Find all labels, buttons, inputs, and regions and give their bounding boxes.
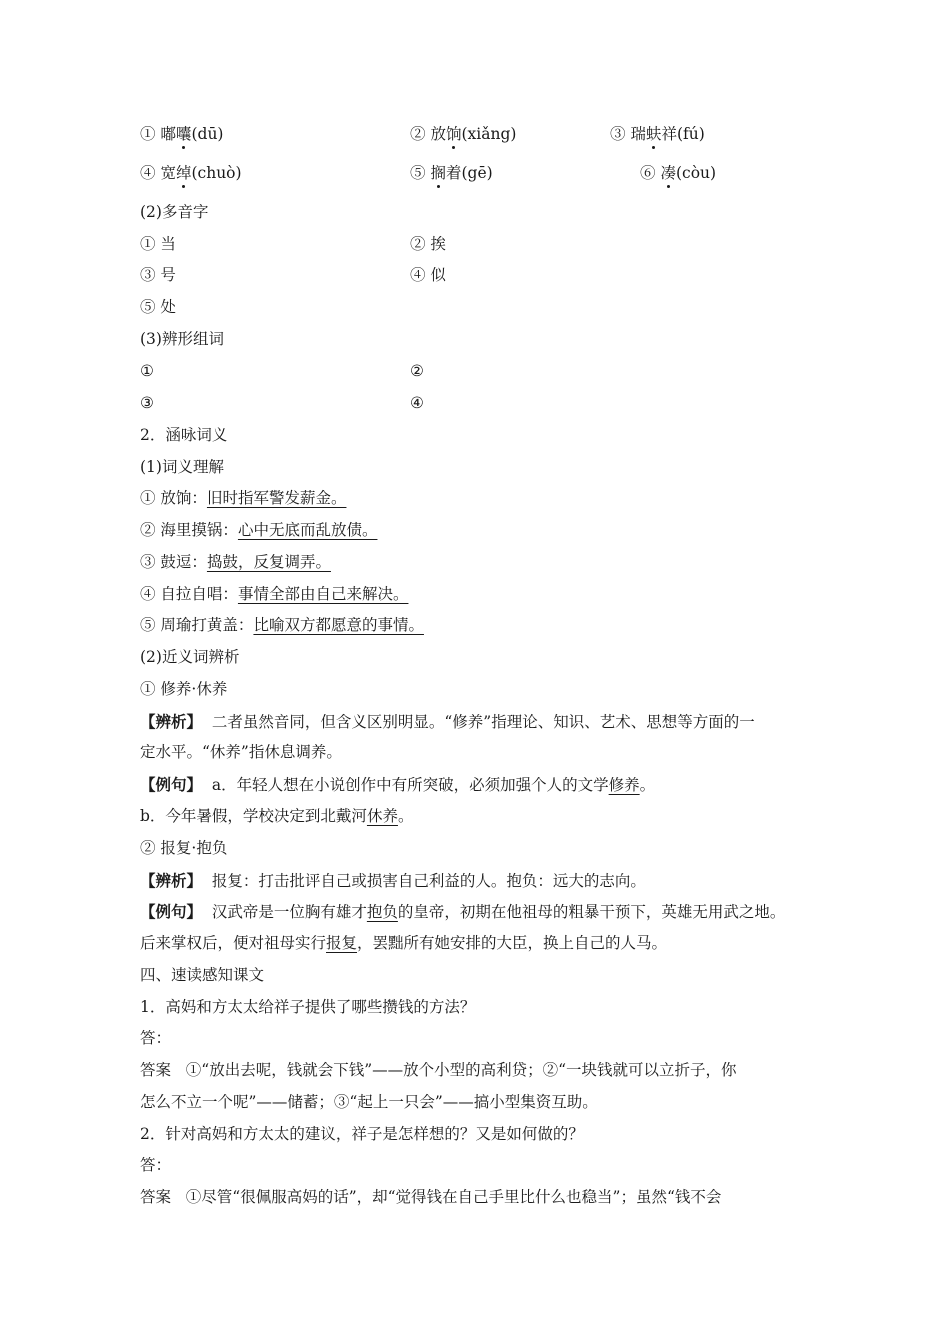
pair1-example-a: 【例句】 a．年轻人想在小说创作中有所突破，必须加强个人的文学修养。 <box>140 775 656 794</box>
def-item-4: ④ 自拉自唱：事情全部由自己来解决。 <box>140 585 409 603</box>
answer-1-line-1: 答案 ①“放出去呢，钱就会下钱”——放个小型的高利贷；②“一块钱就可以立折子，你 <box>140 1061 737 1079</box>
question-1: 1．高妈和方太太给祥子提供了哪些攒钱的方法？ <box>140 998 476 1016</box>
section2-sub2: (2)近义词辨析 <box>140 648 240 666</box>
duoyin-item: ② 挨 <box>410 235 446 253</box>
duoyin-item: ① 当 <box>140 235 176 253</box>
pair2-title: ② 报复·抱负 <box>140 839 228 857</box>
answer-label-1: 答： <box>140 1029 172 1047</box>
pinyin-item-6: ⑥ 凑(còu) <box>640 164 717 182</box>
duoyin-heading: (2)多音字 <box>140 203 209 221</box>
pair2-example-cont: 后来掌权后，便对祖母实行报复，罢黜所有她安排的大臣，换上自己的人马。 <box>140 934 668 952</box>
def-item-1: ① 放饷：旧时指军警发薪金。 <box>140 489 347 507</box>
def-item-3: ③ 鼓逗：捣鼓，反复调弄。 <box>140 553 331 571</box>
answer-label-2: 答： <box>140 1156 172 1174</box>
question-2: 2．针对高妈和方太太的建议，祥子是怎样想的？又是如何做的？ <box>140 1125 584 1143</box>
pinyin-item-5: ⑤ 搁着(gē) <box>410 164 493 182</box>
pinyin-item-3: ③ 瑞蚨祥(fú) <box>610 125 705 143</box>
pair2-bianxi: 【辨析】 报复：打击批评自己或损害自己利益的人。抱负：远大的志向。 <box>140 871 646 890</box>
def-item-5: ⑤ 周瑜打黄盖：比喻双方都愿意的事情。 <box>140 616 424 634</box>
pair1-bianxi-cont: 定水平。“休养”指休息调养。 <box>140 743 342 761</box>
pinyin-item-2: ② 放饷(xiǎng) <box>410 125 517 143</box>
section2-sub1: (1)词义理解 <box>140 458 224 476</box>
section2-heading: 2．涵咏词义 <box>140 426 228 444</box>
duoyin-item: ③ 号 <box>140 266 176 284</box>
section4-heading: 四、速读感知课文 <box>140 966 265 984</box>
pair1-title: ① 修养·休养 <box>140 680 228 698</box>
answer-2-line-1: 答案 ①尽管“很佩服高妈的话”，却“觉得钱在自己手里比什么也稳当”；虽然“钱不会 <box>140 1188 722 1206</box>
bianxing-item: ① <box>140 362 154 380</box>
def-item-2: ② 海里摸锅：心中无底而乱放债。 <box>140 521 378 539</box>
duoyin-item: ④ 似 <box>410 266 446 284</box>
duoyin-item: ⑤ 处 <box>140 298 176 316</box>
pinyin-item-1: ① 嘟囔(dū) <box>140 125 224 143</box>
pinyin-item-4: ④ 宽绰(chuò) <box>140 164 242 182</box>
bianxing-item: ④ <box>410 394 424 412</box>
bianxing-heading: (3)辨形组词 <box>140 330 224 348</box>
bianxing-item: ③ <box>140 394 154 412</box>
answer-1-line-2: 怎么不立一个呢”——储蓄；③“起上一只会”——搞小型集资互助。 <box>140 1093 598 1111</box>
bianxing-item: ② <box>410 362 424 380</box>
pair1-bianxi: 【辨析】 二者虽然音同，但含义区别明显。“修养”指理论、知识、艺术、思想等方面的一 <box>140 712 755 731</box>
pair1-example-b: b．今年暑假，学校决定到北戴河休养。 <box>140 807 414 825</box>
pair2-example: 【例句】 汉武帝是一位胸有雄才抱负的皇帝，初期在他祖母的粗暴干预下，英雄无用武之地。 <box>140 902 786 921</box>
